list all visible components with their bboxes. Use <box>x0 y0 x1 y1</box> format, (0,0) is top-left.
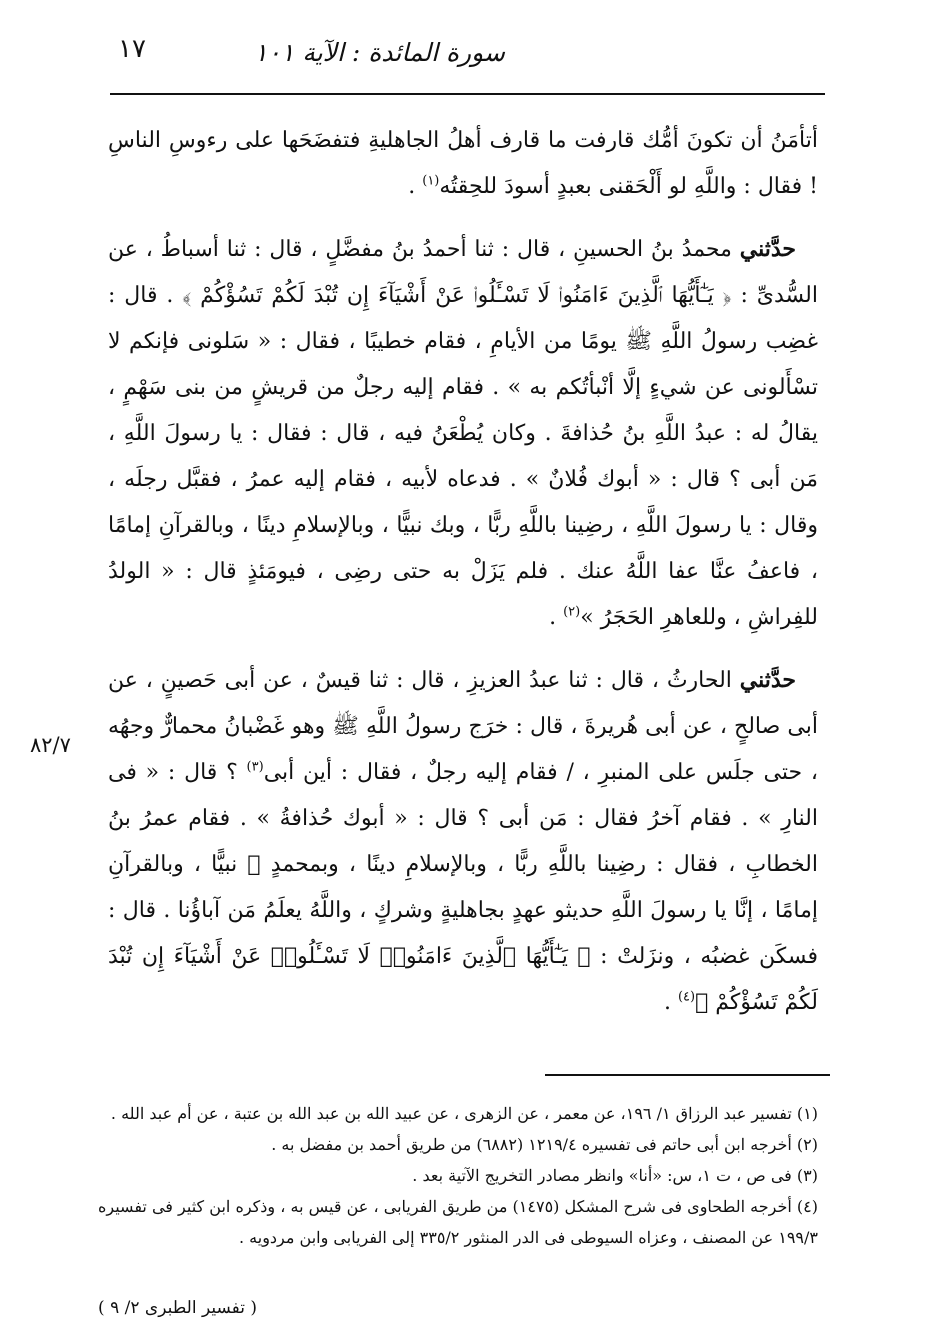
paragraph-text-tail: . <box>549 605 564 630</box>
paragraph-text: محمدُ بنُ الحسينِ ، قال : ثنا أحمدُ بنُ مفضَّلٍ ، قال : ثنا أسباطُ ، عن السُّدىِّ : ﴿ يَـٰٓأَيُّهَا ٱلَّذِينَ ءَامَنُوا۟ لَا تَسْـَٔلُوا۟ عَنْ أَشْيَآءَ إِن تُبْدَ لَكُمْ تَسُؤْكُمْ ﴾ . قال : غضِب رسولُ اللَّهِ ﷺ يومًا من الأيامِ ، فقام خطيبًا ، فقال : « سَلونى فإنكم لا تسْأَلونى عن شيءٍ إلَّا أنْبأتُكم به » . فقام إليه رجلٌ من قريشٍ من بنى سَهْمٍ ، يقالُ له : عبدُ اللَّهِ بنُ حُذافةَ . وكان يُطْعَنُ فيه ، قال : فقال : يا رسولَ اللَّهِ ، مَن أبى ؟ قال : « أبوك فُلانٌ » . فدعاه لأبيه ، فقام إليه عمرُ ، فقبَّل رجلَه ، وقال : يا رسولَ اللَّهِ ، رضِينا باللَّهِ ربًّا ، وبك نبيًّا ، وبالإسلامِ دينًا ، وبالقرآنِ إمامًا ، فاعفُ عنَّا عفا اللَّهُ عنك . فلم يَزَلْ به حتى رضِى ، فيومَئذٍ قال : « الولدُ للفِراشِ ، وللعاهرِ الحَجَرُ » <box>108 237 818 630</box>
page-header-title: سورة المائدة : الآية ١٠١ <box>254 38 505 67</box>
footnote-ref: (٢) <box>563 604 581 620</box>
volume-signature: ( تفسير الطبرى ٢/ ٩ ) <box>98 1298 257 1318</box>
footnote-ref: (٣) <box>246 759 264 775</box>
header-rule <box>110 93 825 95</box>
footnote-ref: (١) <box>422 173 440 189</box>
footnote-1: (١) تفسير عبد الرزاق ١/ ١٩٦، عن معمر ، عن الزهرى ، عن عبيد الله بن عبد الله بن عتبة ، عن أم عبد الله . <box>110 1104 818 1123</box>
footnote-2: (٢) أخرجه ابن أبى حاتم فى تفسيره ١٢١٩/٤ (٦٨٨٢) من طريق أحمد بن مفضل به . <box>271 1135 818 1154</box>
footnote-separator <box>545 1074 830 1076</box>
running-header <box>110 30 825 90</box>
paragraph-text: الحارثُ ، قال : ثنا عبدُ العزيزِ ، قال : ثنا قيسٌ ، عن أبى حَصينٍ ، عن أبى صالحٍ ، عن أبى هُريرةَ ، قال : خرَج رسولُ اللَّهِ ﷺ وهو غَضْبانُ محمارٌّ وجهُه ، حتى جلَس على المنبرِ ، / فقام إليه رجلٌ ، فقال : أين أبى <box>108 668 818 785</box>
footnote-3: (٣) فى ص ، ت ١، س: «أنا» وانظر مصادر التخريج الآتية بعد . <box>412 1166 818 1185</box>
paragraph-text-middle: ؟ قال : « فى النارِ » . فقام آخرُ فقال : مَن أبى ؟ قال : « أبوك حُذافةُ » . فقام عمرُ بنُ الخطابِ ، فقال : رضِينا باللَّهِ ربًّا ، وبالإسلامِ دينًا ، وبمحمدٍ ﷺ نبيًّا ، وبالقرآنِ إمامًا ، إنَّا يا رسولَ اللَّهِ حديثو عهدٍ بجاهليةٍ وشركٍ ، واللَّهُ يعلَمُ مَن آباؤُنا . قال : فسكَن غضبُه ، ونزَلتْ : ﴿ يَـٰٓأَيُّهَا ٱلَّذِينَ ءَامَنُوا۟ لَا تَسْـَٔلُوا۟ عَنْ أَشْيَآءَ إِن تُبْدَ لَكُمْ تَسُؤْكُمْ ﴾ <box>108 760 818 1015</box>
main-text <box>108 118 818 1042</box>
paragraph-2 <box>108 226 818 641</box>
footnote-4: (٤) أخرجه الطحاوى فى شرح المشكل (١٤٧٥) من طريق الفريابى ، عن قيس به ، وذكره ابن كثير فى تفسيره ١٩٩/٣ عن المصنف ، وعزاه السيوطى فى الدر المنثور ٣٣٥/٢ إلى الفريابى وابن مردويه . <box>98 1197 819 1247</box>
page-number: ١٧ <box>118 34 146 64</box>
paragraph-lead: حدَّثني <box>739 236 796 262</box>
paragraph-3 <box>108 657 818 1026</box>
paragraph-text-tail: . <box>408 174 423 199</box>
paragraph-text-tail: . <box>663 990 678 1015</box>
paragraph-lead: حدَّثني <box>739 667 796 693</box>
margin-page-reference: ٨٢/٧ <box>30 733 71 757</box>
footnotes <box>98 1098 818 1253</box>
paragraph-text: أتأمَنُ أن تكونَ أمُّك قارفت ما قارف أهلُ الجاهليةِ فتفضَحَها على رءوسِ الناسِ ! فقال : واللَّهِ لو أَلْحَقنى بعبدٍ أسودَ للحِقتُه <box>108 128 818 199</box>
paragraph-1 <box>108 118 818 210</box>
footnote-ref: (٤) <box>677 989 696 1005</box>
